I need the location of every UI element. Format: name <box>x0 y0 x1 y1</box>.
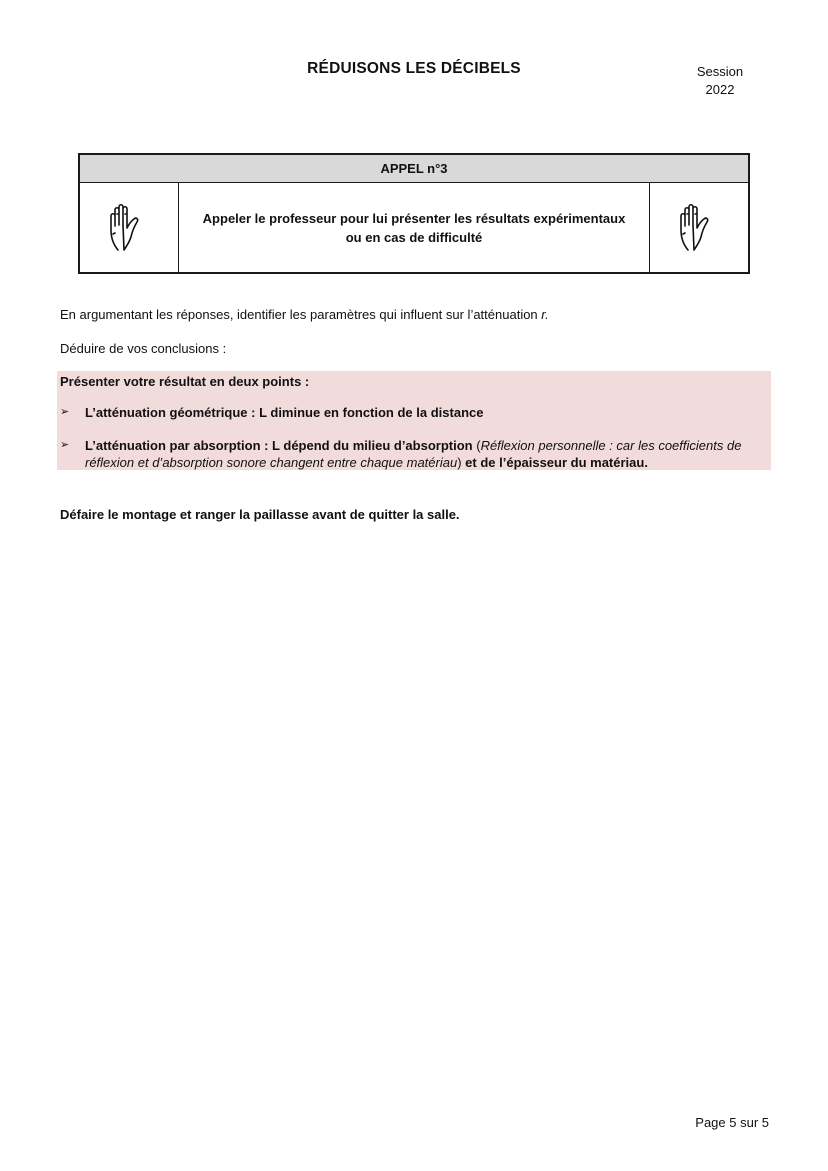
appel-row <box>80 183 748 273</box>
arrow-bullet-icon: ➢ <box>60 406 70 418</box>
session-block <box>680 63 760 99</box>
appel-line-1: Appeler le professeur pour lui présenter les résultats expérimentaux <box>202 211 626 226</box>
raised-hand-icon <box>674 202 724 254</box>
result-highlight-box <box>57 371 771 470</box>
arrow-bullet-icon: ➢ <box>60 439 70 451</box>
point-2-end: et de l’épaisseur du matériau. <box>461 455 648 470</box>
final-instruction: Défaire le montage et ranger la paillasse avant de quitter la salle. <box>60 507 460 522</box>
page-number: Page 5 sur 5 <box>695 1115 769 1130</box>
appel-line-2: ou en cas de difficulté <box>345 230 483 245</box>
point-1-text: L’atténuation géométrique : L diminue en fonction de la distance <box>85 405 484 420</box>
point-2-note: Réflexion personnelle : car les coefficients de réflexion et d’absorption sonore changent entre chaque matériau <box>85 438 742 470</box>
raised-hand-icon <box>104 202 154 254</box>
appel-left-cell <box>80 183 179 273</box>
appel-box <box>78 153 750 274</box>
point-2-bold: L’atténuation par absorption : L dépend du milieu d’absorption <box>85 438 473 453</box>
appel-instruction <box>179 183 649 273</box>
paren-close: ) <box>457 455 462 470</box>
paren-open: ( <box>472 438 481 453</box>
result-heading: Présenter votre résultat en deux points : <box>60 374 310 389</box>
list-item <box>57 404 771 421</box>
deduce-paragraph: Déduire de vos conclusions : <box>60 341 227 356</box>
list-item <box>57 437 771 471</box>
question-text: En argumentant les réponses, identifier les paramètres qui influent sur l’atténuation <box>60 307 542 322</box>
page-title: RÉDUISONS LES DÉCIBELS <box>307 60 521 77</box>
session-label: Session <box>696 64 744 79</box>
appel-title: APPEL n°3 <box>80 155 748 183</box>
question-paragraph <box>60 307 549 322</box>
appel-right-cell <box>649 183 748 273</box>
session-year: 2022 <box>705 82 735 97</box>
variable-r: r. <box>541 307 549 322</box>
